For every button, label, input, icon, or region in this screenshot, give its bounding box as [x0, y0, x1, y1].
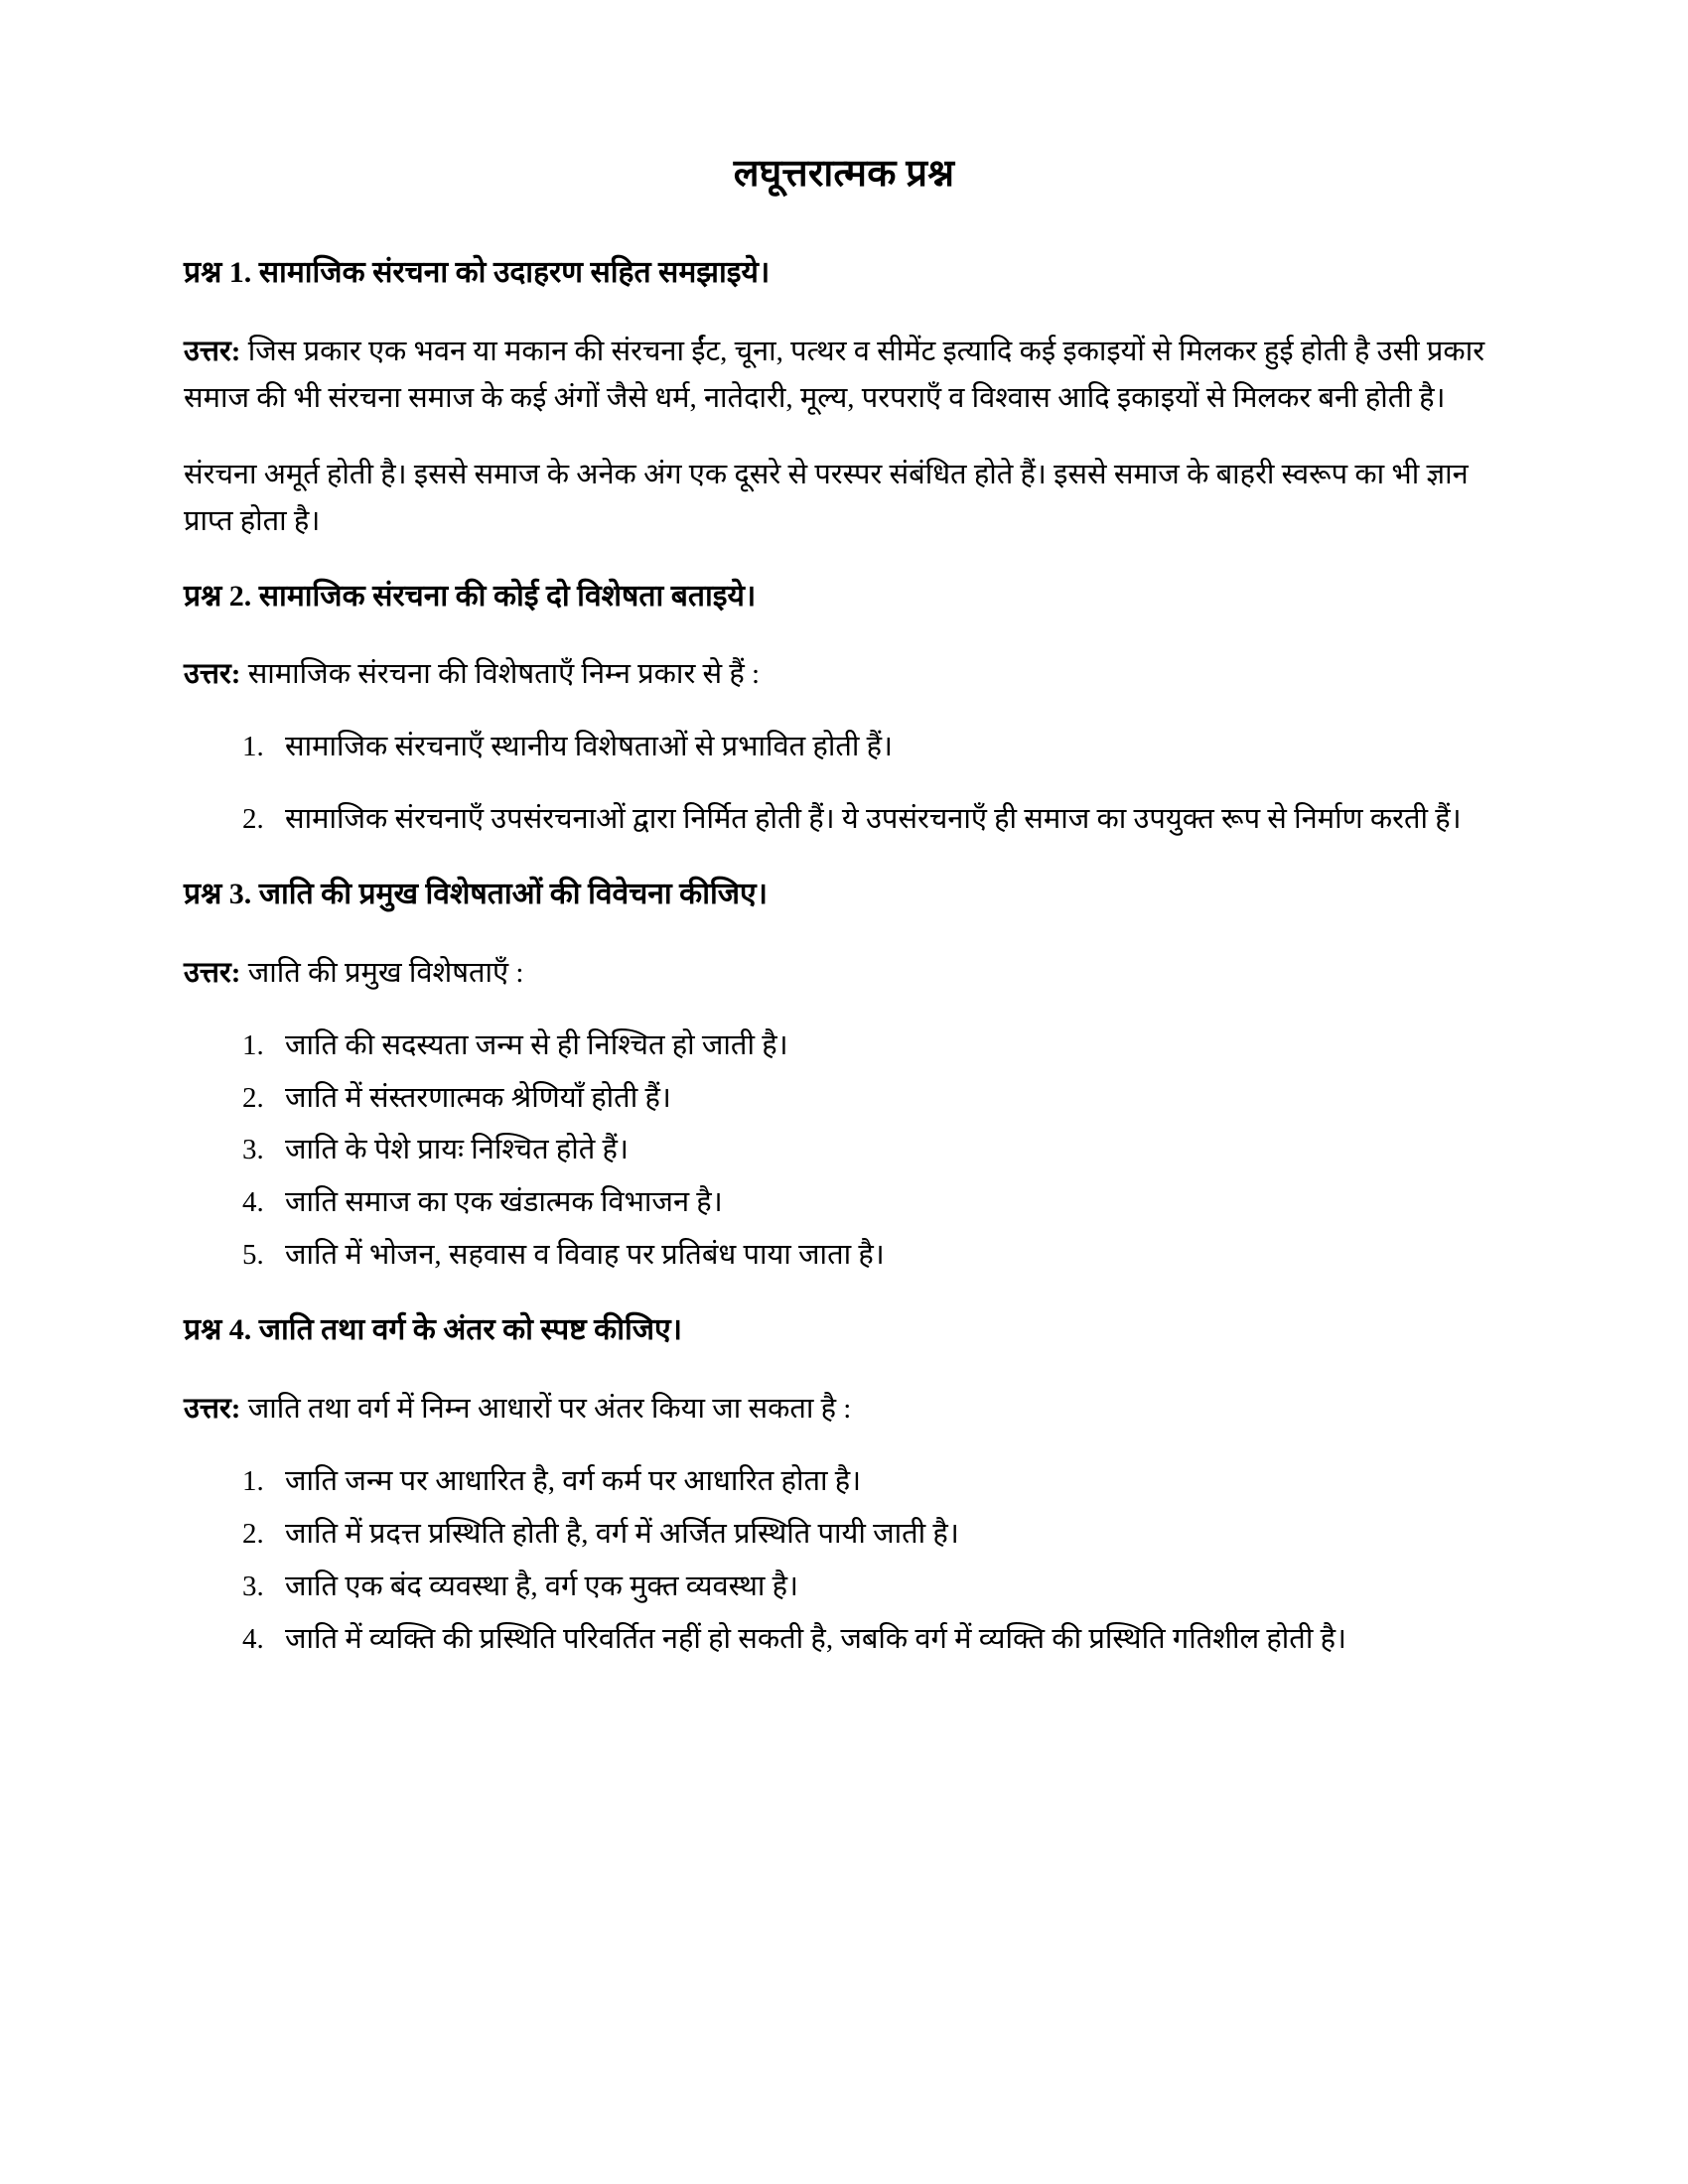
answer-paragraph-1b: संरचना अमूर्त होती है। इससे समाज के अनेक अंग एक दूसरे से परस्पर संबंधित होते हैं। इससे समाज के बाहरी स्वरूप का भी ज्ञान प्राप्त होता है।: [184, 458, 1469, 537]
list-item: 2. सामाजिक संरचनाएँ उपसंरचनाओं द्वारा निर्मित होती हैं। ये उपसंरचनाएँ ही समाज का उपयुक्त रूप से निर्माण करती हैं।: [271, 796, 1504, 843]
list-item: 2. जाति में प्रदत्त प्रस्थिति होती है, वर्ग में अर्जित प्रस्थिति पायी जाती है।: [271, 1511, 1504, 1558]
qa-section-3: [184, 873, 1504, 1279]
list-item: 4. जाति में व्यक्ति की प्रस्थिति परिवर्तित नहीं हो सकती है, जबकि वर्ग में व्यक्ति की प्रस्थिति गतिशील होती है।: [271, 1616, 1504, 1663]
question-heading-3: प्रश्न 3. जाति की प्रमुख विशेषताओं की विवेचना कीजिए।: [184, 878, 768, 911]
list-item: 4. जाति समाज का एक खंडात्मक विभाजन है।: [271, 1179, 1504, 1226]
qa-section-1: [184, 251, 1504, 544]
answer-paragraph-2: [184, 651, 1504, 698]
list-item: 1. सामाजिक संरचनाएँ स्थानीय विशेषताओं से प्रभावित होती हैं।: [271, 724, 1504, 770]
list-item: 1. जाति जन्म पर आधारित है, वर्ग कर्म पर आधारित होता है।: [271, 1458, 1504, 1505]
list-item: 2. जाति में संस्तरणात्मक श्रेणियाँ होती हैं।: [271, 1075, 1504, 1122]
answer-list-2: [184, 724, 1504, 843]
list-item: 3. जाति के पेशे प्रायः निश्चित होते हैं।: [271, 1127, 1504, 1173]
qa-section-4: [184, 1308, 1504, 1662]
list-item: 3. जाति एक बंद व्यवस्था है, वर्ग एक मुक्त व्यवस्था है।: [271, 1564, 1504, 1610]
answer-paragraph-4: [184, 1386, 1504, 1433]
answer-label-4: उत्तर:: [184, 1392, 241, 1425]
answer-paragraph-3: [184, 950, 1504, 997]
answer-list-4: [184, 1458, 1504, 1663]
answer-label-2: उत्तर:: [184, 658, 241, 691]
answer-text-2: सामाजिक संरचना की विशेषताएँ निम्न प्रकार से हैं :: [240, 658, 761, 691]
question-heading-1: प्रश्न 1. सामाजिक संरचना को उदाहरण सहित समझाइये।: [184, 256, 771, 290]
answer-paragraph-1a: [184, 329, 1504, 422]
qa-section-2: [184, 575, 1504, 843]
answer-text-4: जाति तथा वर्ग में निम्न आधारों पर अंतर किया जा सकता है :: [240, 1392, 852, 1425]
list-item: 5. जाति में भोजन, सहवास व विवाह पर प्रतिबंध पाया जाता है।: [271, 1232, 1504, 1279]
page-title: लघूत्तरात्मक प्रश्न: [733, 153, 955, 195]
answer-list-3: [184, 1023, 1504, 1280]
question-heading-2: प्रश्न 2. सामाजिक संरचना की कोई दो विशेषता बताइये।: [184, 579, 757, 613]
answer-text-1a: जिस प्रकार एक भवन या मकान की संरचना ईंट, चूना, पत्थर व सीमेंट इत्यादि कई इकाइयों से मिलकर हुई होती है उसी प्रकार समाज की भी संरचना समाज के कई अंगों जैसे धर्म, नातेदारी, मूल्य, परपराएँ व विश्वास आदि इकाइयों से मिलकर बनी होती है।: [184, 335, 1485, 414]
list-item: 1. जाति की सदस्यता जन्म से ही निश्चित हो जाती है।: [271, 1023, 1504, 1069]
answer-label-1: उत्तर:: [184, 335, 241, 367]
answer-text-3: जाति की प्रमुख विशेषताएँ :: [240, 956, 524, 989]
answer-label-3: उत्तर:: [184, 956, 241, 989]
question-heading-4: प्रश्न 4. जाति तथा वर्ग के अंतर को स्पष्ट कीजिए।: [184, 1313, 682, 1347]
